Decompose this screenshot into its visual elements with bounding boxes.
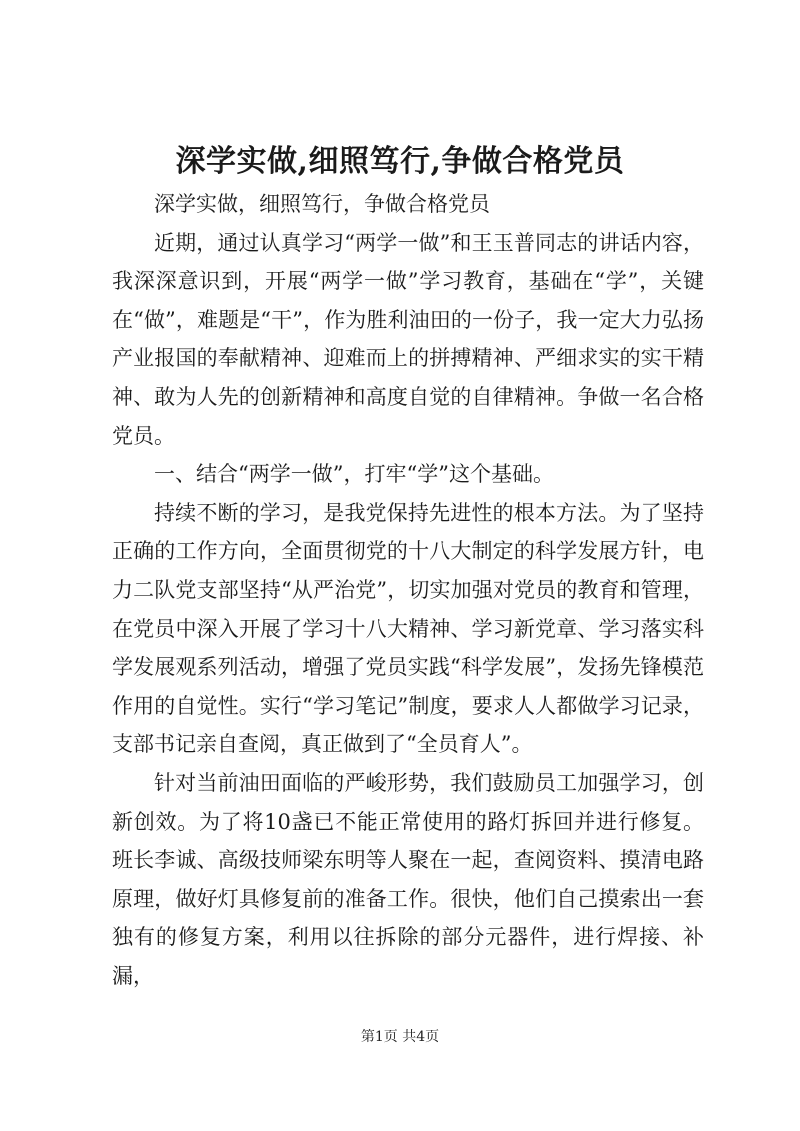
document-title: 深学实做,细照笃行,争做合格党员 bbox=[175, 144, 625, 179]
paragraph-section-heading: 一、结合“两学一做”，打牢“学”这个基础。 bbox=[154, 462, 554, 487]
paragraph-subtitle: 深学实做，细照笃行，争做合格党员 bbox=[154, 192, 490, 216]
document-body bbox=[112, 185, 704, 995]
paragraph-innovation: 针对当前油田面临的严峻形势，我们鼓励员工加强学习，创新创效。为了将10盏已不能正常使用的路灯拆回并进行修复。班长李诚、高级技师梁东明等人聚在一起，查阅资料、摸清电路原理，做好灯具修复前的准备工作。很快，他们自己摸索出一套独有的修复方案，利用以往拆除的部分元器件，进行焊接、补漏， bbox=[112, 770, 704, 988]
paragraph-intro: 近期，通过认真学习“两学一做”和王玉普同志的讲话内容，我深深意识到，开展“两学一做”学习教育，基础在“学”，关键在“做”，难题是“干”，作为胜利油田的一份子，我一定大力弘扬产业报国的奉献精神、迎难而上的拼搏精神、严细求实的实干精神、敢为人先的创新精神和高度自觉的自律精神。争做一名合格党员。 bbox=[112, 230, 704, 448]
page-footer: 第1页 共4页 bbox=[360, 1029, 440, 1045]
paragraph-study: 持续不断的学习，是我党保持先进性的根本方法。为了坚持正确的工作方向，全面贯彻党的十八大制定的科学发展方针，电力二队党支部坚持“从严治党”，切实加强对党员的教育和管理，在党员中深入开展了学习十八大精神、学习新党章、学习落实科学发展观系列活动，增强了党员实践“科学发展”，发扬先锋模范作用的自觉性。实行“学习笔记”制度，要求人人都做学习记录，支部书记亲自查阅，真正做到了“全员育人”。 bbox=[112, 500, 704, 757]
